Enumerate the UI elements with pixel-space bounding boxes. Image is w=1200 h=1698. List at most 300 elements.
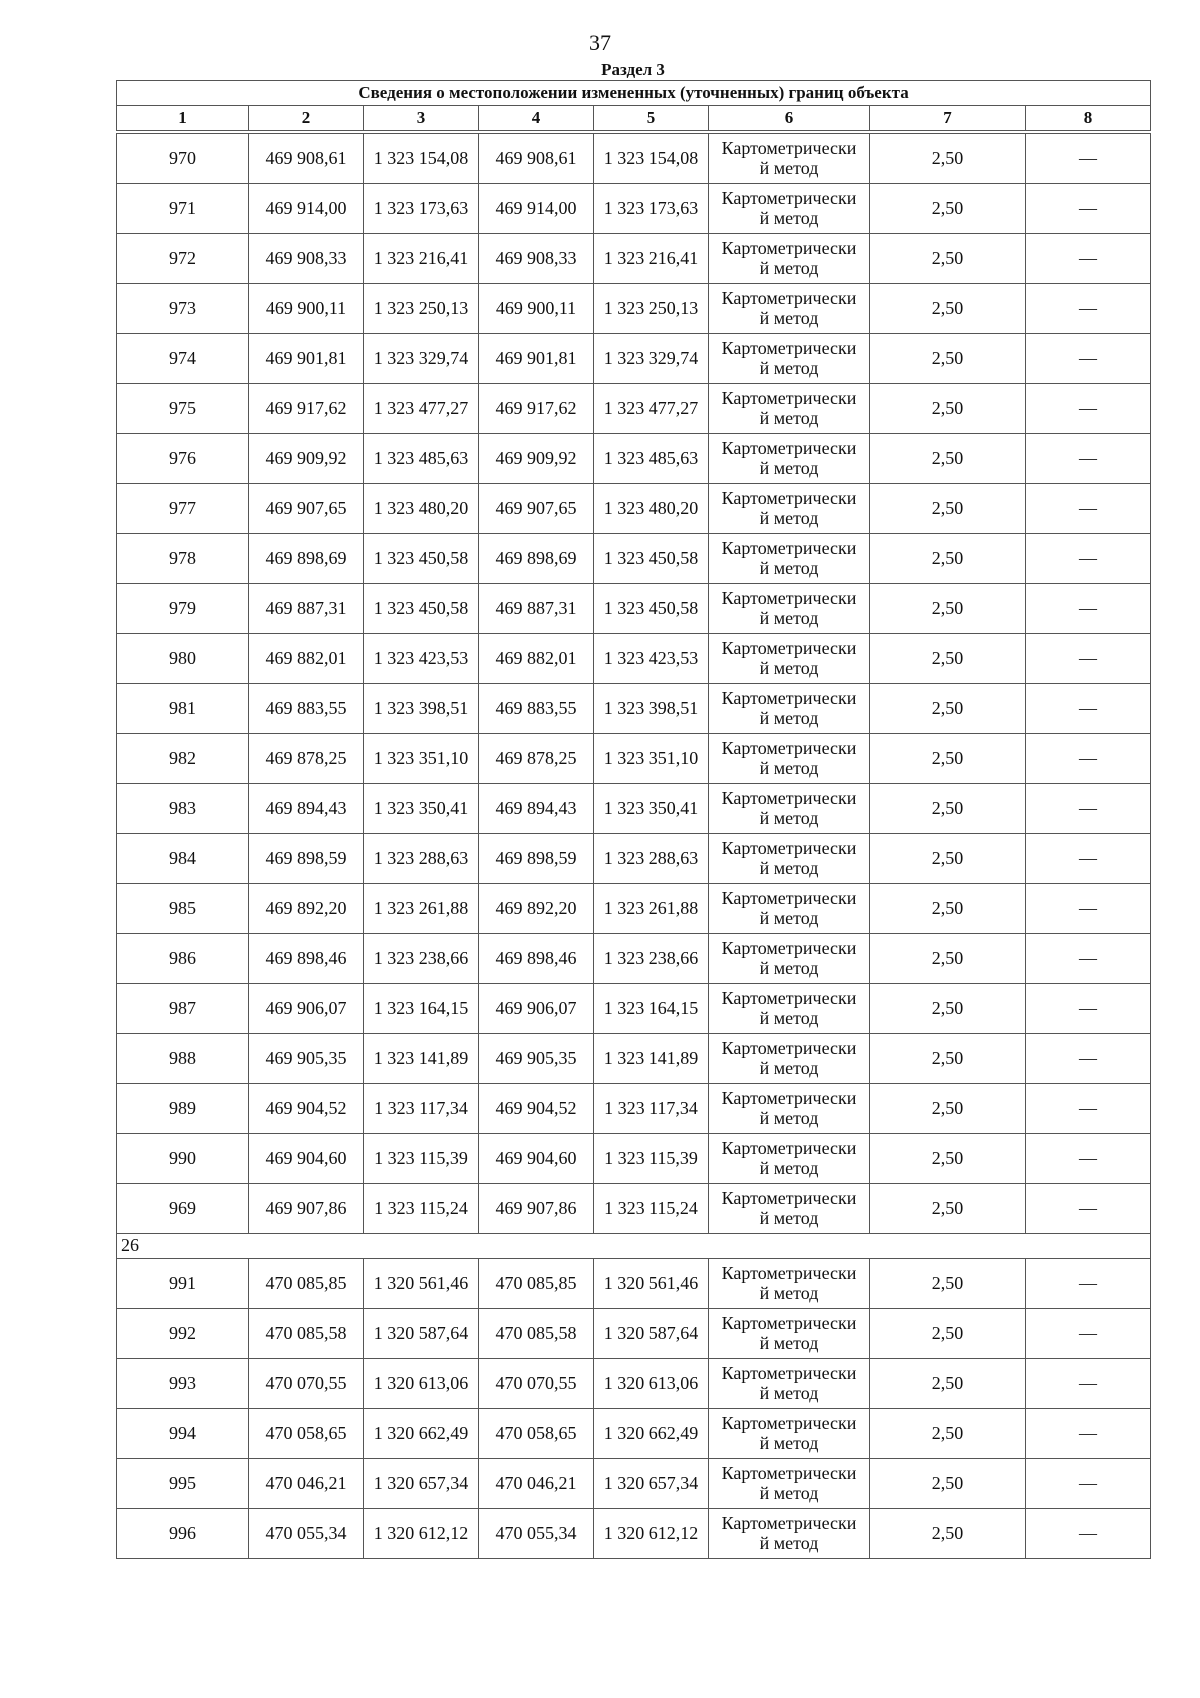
- table-row: [117, 1184, 1151, 1234]
- cell-col-3: 1 323 351,10: [364, 734, 479, 784]
- precision-cell: 2,50: [870, 384, 1026, 434]
- cell-col-4: 469 898,59: [479, 834, 594, 884]
- cell-col-4: 469 907,65: [479, 484, 594, 534]
- cell-col-2: 470 046,21: [249, 1459, 364, 1509]
- method-line-2: й метод: [759, 1282, 819, 1303]
- section-title: Раздел 3: [601, 60, 665, 79]
- method-line-1: Картометрически: [721, 1137, 857, 1158]
- table-row: [117, 834, 1151, 884]
- table-row: [117, 1409, 1151, 1459]
- table-row: [117, 534, 1151, 584]
- cell-col-2: 469 898,69: [249, 534, 364, 584]
- precision-cell: 2,50: [870, 634, 1026, 684]
- precision-cell: 2,50: [870, 1309, 1026, 1359]
- cell-col-5: 1 323 450,58: [594, 584, 709, 634]
- method-line-1: Картометрически: [721, 737, 857, 758]
- empty-mark-cell: —: [1026, 584, 1151, 634]
- page-number: 37: [589, 30, 611, 55]
- method-line-1: Картометрически: [721, 1037, 857, 1058]
- method-line-2: й метод: [759, 957, 819, 978]
- cell-col-3: 1 323 216,41: [364, 234, 479, 284]
- method-cell: [709, 734, 870, 784]
- method-cell: [709, 1509, 870, 1559]
- cell-col-3: 1 323 450,58: [364, 584, 479, 634]
- empty-mark-cell: —: [1026, 1184, 1151, 1234]
- group-label-row: [117, 1234, 1151, 1259]
- table-row: [117, 134, 1151, 184]
- cell-col-3: 1 323 115,39: [364, 1134, 479, 1184]
- method-line-1: Картометрически: [721, 337, 857, 358]
- precision-cell: 2,50: [870, 434, 1026, 484]
- method-line-1: Картометрически: [721, 537, 857, 558]
- precision-cell: 2,50: [870, 684, 1026, 734]
- method-line-2: й метод: [759, 1482, 819, 1503]
- precision-cell: 2,50: [870, 534, 1026, 584]
- precision-cell: 2,50: [870, 834, 1026, 884]
- table-row: [117, 334, 1151, 384]
- cell-col-1: 991: [117, 1259, 249, 1309]
- cell-col-2: 469 905,35: [249, 1034, 364, 1084]
- method-cell: [709, 484, 870, 534]
- precision-cell: 2,50: [870, 1134, 1026, 1184]
- cell-col-5: 1 320 587,64: [594, 1309, 709, 1359]
- method-cell: [709, 1459, 870, 1509]
- cell-col-1: 971: [117, 184, 249, 234]
- cell-col-3: 1 323 450,58: [364, 534, 479, 584]
- table-row: [117, 934, 1151, 984]
- method-line-1: Картометрически: [721, 1462, 857, 1483]
- empty-mark-cell: —: [1026, 684, 1151, 734]
- precision-cell: 2,50: [870, 284, 1026, 334]
- column-header: 1: [117, 106, 249, 131]
- cell-col-2: 469 907,65: [249, 484, 364, 534]
- method-line-1: Картометрически: [721, 1512, 857, 1533]
- cell-col-1: 996: [117, 1509, 249, 1559]
- method-line-2: й метод: [759, 707, 819, 728]
- method-line-1: Картометрически: [721, 1187, 857, 1208]
- precision-cell: 2,50: [870, 1259, 1026, 1309]
- method-cell: [709, 534, 870, 584]
- method-line-2: й метод: [759, 1382, 819, 1403]
- cell-col-3: 1 323 288,63: [364, 834, 479, 884]
- method-line-2: й метод: [759, 257, 819, 278]
- cell-col-3: 1 323 350,41: [364, 784, 479, 834]
- cell-col-2: 469 917,62: [249, 384, 364, 434]
- cell-col-1: 988: [117, 1034, 249, 1084]
- cell-col-2: 469 894,43: [249, 784, 364, 834]
- method-line-1: Картометрически: [721, 1087, 857, 1108]
- precision-cell: 2,50: [870, 884, 1026, 934]
- cell-col-3: 1 323 477,27: [364, 384, 479, 434]
- cell-col-3: 1 323 154,08: [364, 134, 479, 184]
- cell-col-3: 1 323 480,20: [364, 484, 479, 534]
- table-row: [117, 434, 1151, 484]
- empty-mark-cell: —: [1026, 1309, 1151, 1359]
- cell-col-5: 1 320 662,49: [594, 1409, 709, 1459]
- empty-mark-cell: —: [1026, 434, 1151, 484]
- method-cell: [709, 1409, 870, 1459]
- cell-col-1: 978: [117, 534, 249, 584]
- cell-col-5: 1 323 480,20: [594, 484, 709, 534]
- method-cell: [709, 784, 870, 834]
- empty-mark-cell: —: [1026, 634, 1151, 684]
- method-line-1: Картометрически: [721, 1362, 857, 1383]
- empty-mark-cell: —: [1026, 984, 1151, 1034]
- cell-col-3: 1 320 662,49: [364, 1409, 479, 1459]
- precision-cell: 2,50: [870, 984, 1026, 1034]
- cell-col-2: 469 883,55: [249, 684, 364, 734]
- cell-col-2: 469 904,52: [249, 1084, 364, 1134]
- column-header: 2: [249, 106, 364, 131]
- cell-col-1: 975: [117, 384, 249, 434]
- cell-col-1: 977: [117, 484, 249, 534]
- precision-cell: 2,50: [870, 584, 1026, 634]
- empty-mark-cell: —: [1026, 384, 1151, 434]
- precision-cell: 2,50: [870, 234, 1026, 284]
- cell-col-5: 1 323 173,63: [594, 184, 709, 234]
- cell-col-1: 974: [117, 334, 249, 384]
- empty-mark-cell: —: [1026, 134, 1151, 184]
- cell-col-1: 985: [117, 884, 249, 934]
- table-caption: Сведения о местоположении измененных (уточненных) границ объекта: [117, 81, 1151, 106]
- cell-col-4: 470 055,34: [479, 1509, 594, 1559]
- method-line-1: Картометрически: [721, 687, 857, 708]
- cell-col-5: 1 323 141,89: [594, 1034, 709, 1084]
- cell-col-1: 981: [117, 684, 249, 734]
- cell-col-2: 469 904,60: [249, 1134, 364, 1184]
- table-row: [117, 234, 1151, 284]
- method-cell: [709, 1184, 870, 1234]
- method-cell: [709, 1034, 870, 1084]
- cell-col-1: 984: [117, 834, 249, 884]
- method-line-2: й метод: [759, 1107, 819, 1128]
- cell-col-2: 469 898,59: [249, 834, 364, 884]
- coordinates-table: [116, 80, 1151, 1559]
- precision-cell: 2,50: [870, 1034, 1026, 1084]
- method-line-2: й метод: [759, 357, 819, 378]
- table-row: [117, 734, 1151, 784]
- cell-col-3: 1 320 561,46: [364, 1259, 479, 1309]
- column-header: 6: [709, 106, 870, 131]
- cell-col-2: 469 878,25: [249, 734, 364, 784]
- method-line-1: Картометрически: [721, 787, 857, 808]
- cell-col-5: 1 323 423,53: [594, 634, 709, 684]
- precision-cell: 2,50: [870, 934, 1026, 984]
- cell-col-5: 1 323 398,51: [594, 684, 709, 734]
- method-line-2: й метод: [759, 1207, 819, 1228]
- method-cell: [709, 1309, 870, 1359]
- method-line-2: й метод: [759, 207, 819, 228]
- method-line-2: й метод: [759, 557, 819, 578]
- cell-col-5: 1 320 612,12: [594, 1509, 709, 1559]
- cell-col-2: 469 882,01: [249, 634, 364, 684]
- cell-col-1: 994: [117, 1409, 249, 1459]
- cell-col-2: 469 909,92: [249, 434, 364, 484]
- cell-col-5: 1 323 115,39: [594, 1134, 709, 1184]
- column-header: 3: [364, 106, 479, 131]
- method-line-2: й метод: [759, 1057, 819, 1078]
- method-line-2: й метод: [759, 457, 819, 478]
- table-row: [117, 634, 1151, 684]
- cell-col-2: 469 892,20: [249, 884, 364, 934]
- method-line-2: й метод: [759, 607, 819, 628]
- method-cell: [709, 434, 870, 484]
- empty-mark-cell: —: [1026, 234, 1151, 284]
- cell-col-3: 1 323 423,53: [364, 634, 479, 684]
- method-line-1: Картометрически: [721, 137, 857, 158]
- method-line-2: й метод: [759, 157, 819, 178]
- cell-col-1: 986: [117, 934, 249, 984]
- cell-col-5: 1 320 561,46: [594, 1259, 709, 1309]
- cell-col-4: 469 878,25: [479, 734, 594, 784]
- method-line-1: Картометрически: [721, 1262, 857, 1283]
- table-row: [117, 484, 1151, 534]
- cell-col-4: 469 898,46: [479, 934, 594, 984]
- table-row: [117, 384, 1151, 434]
- cell-col-2: 469 898,46: [249, 934, 364, 984]
- column-header: 5: [594, 106, 709, 131]
- cell-col-4: 469 917,62: [479, 384, 594, 434]
- method-cell: [709, 134, 870, 184]
- cell-col-1: 980: [117, 634, 249, 684]
- cell-col-3: 1 323 164,15: [364, 984, 479, 1034]
- empty-mark-cell: —: [1026, 1359, 1151, 1409]
- cell-col-1: 969: [117, 1184, 249, 1234]
- rows-group-25: [117, 134, 1151, 1234]
- cell-col-4: 470 046,21: [479, 1459, 594, 1509]
- empty-mark-cell: —: [1026, 1259, 1151, 1309]
- method-cell: [709, 1259, 870, 1309]
- cell-col-1: 972: [117, 234, 249, 284]
- cell-col-1: 982: [117, 734, 249, 784]
- method-line-2: й метод: [759, 1007, 819, 1028]
- method-line-2: й метод: [759, 857, 819, 878]
- table-row: [117, 1084, 1151, 1134]
- cell-col-3: 1 323 238,66: [364, 934, 479, 984]
- method-line-2: й метод: [759, 407, 819, 428]
- method-line-2: й метод: [759, 757, 819, 778]
- precision-cell: 2,50: [870, 184, 1026, 234]
- method-cell: [709, 934, 870, 984]
- cell-col-5: 1 320 657,34: [594, 1459, 709, 1509]
- cell-col-1: 992: [117, 1309, 249, 1359]
- method-line-1: Картометрически: [721, 837, 857, 858]
- cell-col-3: 1 323 141,89: [364, 1034, 479, 1084]
- column-header: 8: [1026, 106, 1151, 131]
- cell-col-5: 1 323 164,15: [594, 984, 709, 1034]
- cell-col-4: 470 070,55: [479, 1359, 594, 1409]
- empty-mark-cell: —: [1026, 884, 1151, 934]
- cell-col-2: 469 908,61: [249, 134, 364, 184]
- table-row: [117, 1034, 1151, 1084]
- method-cell: [709, 584, 870, 634]
- cell-col-4: 469 914,00: [479, 184, 594, 234]
- table-row: [117, 1134, 1151, 1184]
- method-cell: [709, 834, 870, 884]
- cell-col-4: 469 908,61: [479, 134, 594, 184]
- cell-col-1: 979: [117, 584, 249, 634]
- precision-cell: 2,50: [870, 484, 1026, 534]
- method-line-1: Картометрически: [721, 287, 857, 308]
- method-line-1: Картометрически: [721, 937, 857, 958]
- method-cell: [709, 1084, 870, 1134]
- empty-mark-cell: —: [1026, 784, 1151, 834]
- table-row: [117, 584, 1151, 634]
- method-line-1: Картометрически: [721, 187, 857, 208]
- cell-col-4: 469 894,43: [479, 784, 594, 834]
- cell-col-2: 470 055,34: [249, 1509, 364, 1559]
- table-row: [117, 884, 1151, 934]
- precision-cell: 2,50: [870, 1509, 1026, 1559]
- cell-col-4: 469 887,31: [479, 584, 594, 634]
- cell-col-4: 469 908,33: [479, 234, 594, 284]
- cell-col-3: 1 323 115,24: [364, 1184, 479, 1234]
- cell-col-3: 1 320 613,06: [364, 1359, 479, 1409]
- method-line-2: й метод: [759, 1432, 819, 1453]
- cell-col-5: 1 323 350,41: [594, 784, 709, 834]
- method-cell: [709, 884, 870, 934]
- cell-col-3: 1 320 612,12: [364, 1509, 479, 1559]
- cell-col-2: 470 085,58: [249, 1309, 364, 1359]
- table-row: [117, 684, 1151, 734]
- cell-col-2: 469 887,31: [249, 584, 364, 634]
- cell-col-5: 1 323 250,13: [594, 284, 709, 334]
- method-line-1: Картометрически: [721, 587, 857, 608]
- group-label: 26: [117, 1234, 1151, 1259]
- table-row: [117, 1259, 1151, 1309]
- method-line-1: Картометрически: [721, 387, 857, 408]
- precision-cell: 2,50: [870, 1409, 1026, 1459]
- cell-col-3: 1 323 250,13: [364, 284, 479, 334]
- cell-col-1: 993: [117, 1359, 249, 1409]
- cell-col-2: 469 900,11: [249, 284, 364, 334]
- method-line-1: Картометрически: [721, 437, 857, 458]
- empty-mark-cell: —: [1026, 1509, 1151, 1559]
- cell-col-4: 469 898,69: [479, 534, 594, 584]
- empty-mark-cell: —: [1026, 1084, 1151, 1134]
- cell-col-5: 1 323 238,66: [594, 934, 709, 984]
- method-line-1: Картометрически: [721, 1412, 857, 1433]
- cell-col-4: 470 085,85: [479, 1259, 594, 1309]
- method-line-2: й метод: [759, 1157, 819, 1178]
- cell-col-4: 469 907,86: [479, 1184, 594, 1234]
- empty-mark-cell: —: [1026, 1034, 1151, 1084]
- table-row: [117, 1309, 1151, 1359]
- method-cell: [709, 1359, 870, 1409]
- table-row: [117, 284, 1151, 334]
- method-line-1: Картометрически: [721, 637, 857, 658]
- empty-mark-cell: —: [1026, 1459, 1151, 1509]
- cell-col-5: 1 323 117,34: [594, 1084, 709, 1134]
- method-cell: [709, 234, 870, 284]
- cell-col-3: 1 323 329,74: [364, 334, 479, 384]
- empty-mark-cell: —: [1026, 1409, 1151, 1459]
- cell-col-1: 987: [117, 984, 249, 1034]
- cell-col-5: 1 323 450,58: [594, 534, 709, 584]
- method-line-2: й метод: [759, 657, 819, 678]
- method-line-2: й метод: [759, 807, 819, 828]
- precision-cell: 2,50: [870, 1359, 1026, 1409]
- cell-col-3: 1 323 398,51: [364, 684, 479, 734]
- method-cell: [709, 184, 870, 234]
- method-cell: [709, 1134, 870, 1184]
- cell-col-4: 469 909,92: [479, 434, 594, 484]
- table-row: [117, 1459, 1151, 1509]
- method-cell: [709, 284, 870, 334]
- method-line-2: й метод: [759, 1332, 819, 1353]
- empty-mark-cell: —: [1026, 184, 1151, 234]
- cell-col-2: 470 058,65: [249, 1409, 364, 1459]
- cell-col-5: 1 323 115,24: [594, 1184, 709, 1234]
- column-header: 4: [479, 106, 594, 131]
- method-line-2: й метод: [759, 307, 819, 328]
- table-row: [117, 1359, 1151, 1409]
- cell-col-4: 469 892,20: [479, 884, 594, 934]
- cell-col-4: 469 906,07: [479, 984, 594, 1034]
- cell-col-5: 1 323 288,63: [594, 834, 709, 884]
- empty-mark-cell: —: [1026, 534, 1151, 584]
- method-line-2: й метод: [759, 907, 819, 928]
- precision-cell: 2,50: [870, 334, 1026, 384]
- cell-col-4: 469 882,01: [479, 634, 594, 684]
- table-row: [117, 784, 1151, 834]
- cell-col-4: 469 904,52: [479, 1084, 594, 1134]
- cell-col-3: 1 320 587,64: [364, 1309, 479, 1359]
- cell-col-2: 470 085,85: [249, 1259, 364, 1309]
- cell-col-2: 469 908,33: [249, 234, 364, 284]
- method-line-1: Картометрически: [721, 987, 857, 1008]
- cell-col-3: 1 323 173,63: [364, 184, 479, 234]
- precision-cell: 2,50: [870, 1184, 1026, 1234]
- cell-col-5: 1 323 485,63: [594, 434, 709, 484]
- cell-col-5: 1 320 613,06: [594, 1359, 709, 1409]
- method-line-1: Картометрически: [721, 237, 857, 258]
- table-row: [117, 1509, 1151, 1559]
- method-line-2: й метод: [759, 507, 819, 528]
- cell-col-4: 469 904,60: [479, 1134, 594, 1184]
- method-line-1: Картометрически: [721, 487, 857, 508]
- cell-col-5: 1 323 261,88: [594, 884, 709, 934]
- cell-col-4: 469 900,11: [479, 284, 594, 334]
- cell-col-4: 470 058,65: [479, 1409, 594, 1459]
- cell-col-4: 470 085,58: [479, 1309, 594, 1359]
- cell-col-1: 973: [117, 284, 249, 334]
- cell-col-5: 1 323 329,74: [594, 334, 709, 384]
- empty-mark-cell: —: [1026, 484, 1151, 534]
- cell-col-3: 1 323 485,63: [364, 434, 479, 484]
- cell-col-4: 469 883,55: [479, 684, 594, 734]
- cell-col-1: 976: [117, 434, 249, 484]
- cell-col-2: 470 070,55: [249, 1359, 364, 1409]
- method-line-1: Картометрически: [721, 1312, 857, 1333]
- cell-col-2: 469 906,07: [249, 984, 364, 1034]
- cell-col-3: 1 320 657,34: [364, 1459, 479, 1509]
- precision-cell: 2,50: [870, 134, 1026, 184]
- cell-col-3: 1 323 261,88: [364, 884, 479, 934]
- cell-col-5: 1 323 154,08: [594, 134, 709, 184]
- method-cell: [709, 634, 870, 684]
- cell-col-1: 995: [117, 1459, 249, 1509]
- cell-col-3: 1 323 117,34: [364, 1084, 479, 1134]
- column-header-row: [117, 106, 1151, 131]
- column-header: 7: [870, 106, 1026, 131]
- method-cell: [709, 384, 870, 434]
- method-cell: [709, 984, 870, 1034]
- empty-mark-cell: —: [1026, 734, 1151, 784]
- cell-col-5: 1 323 351,10: [594, 734, 709, 784]
- cell-col-1: 970: [117, 134, 249, 184]
- cell-col-5: 1 323 216,41: [594, 234, 709, 284]
